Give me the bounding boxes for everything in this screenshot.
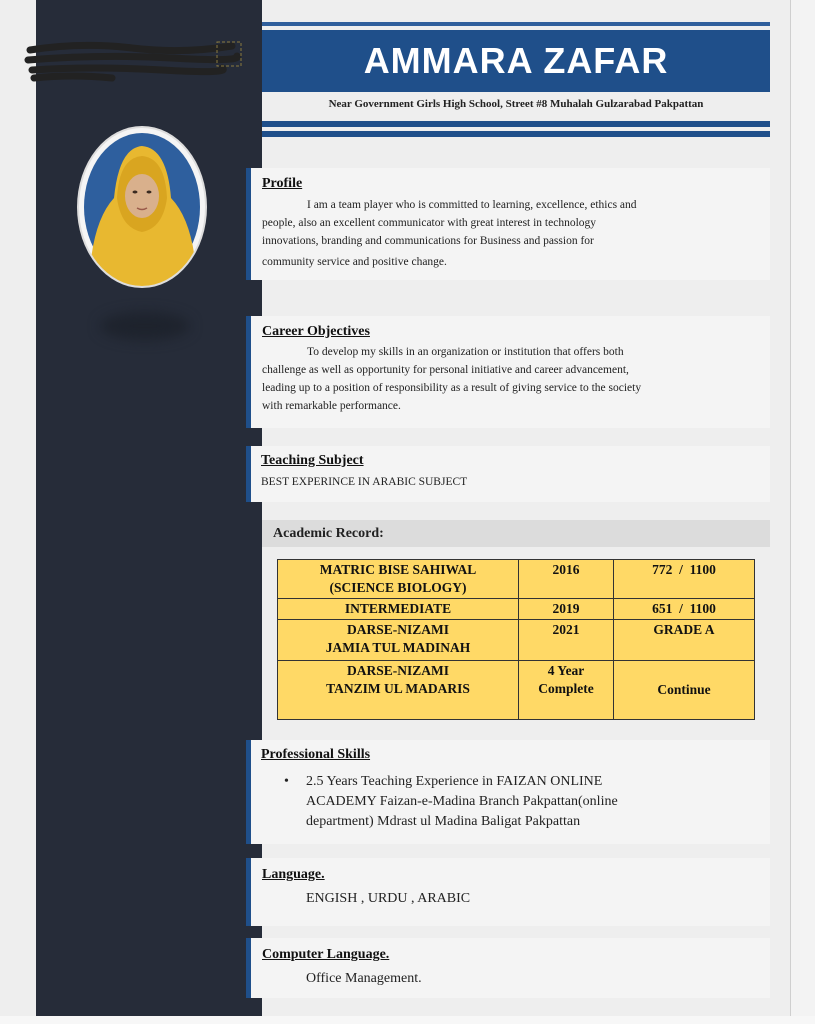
section-accent-bar xyxy=(246,858,251,926)
redaction-scribble xyxy=(22,40,242,86)
profile-photo xyxy=(79,128,205,286)
blur-shadow xyxy=(100,312,190,340)
degree-cell: MATRIC BISE SAHIWAL (SCIENCE BIOLOGY) xyxy=(278,560,519,599)
profile-line: innovations, branding and communications for Business and passion for xyxy=(262,235,594,247)
year-cell: 2019 xyxy=(519,599,614,620)
profile-line: people, also an excellent communicator with great interest in technology xyxy=(262,217,597,229)
year-cell: 2021 xyxy=(519,620,614,661)
result-cell: Continue xyxy=(614,661,755,720)
section-accent-bar xyxy=(246,316,251,428)
list-item xyxy=(306,772,706,832)
computer-section xyxy=(246,938,770,998)
teaching-heading: Teaching Subject xyxy=(261,453,364,468)
table-row xyxy=(278,560,755,599)
language-text: ENGISH , URDU , ARABIC xyxy=(306,891,471,906)
page-right-border xyxy=(790,0,815,1024)
year-cell: 2016 xyxy=(519,560,614,599)
skill-line: ACADEMY Faizan-e-Madina Branch Pakpattan(online xyxy=(306,794,618,809)
section-accent-bar xyxy=(246,168,251,280)
profile-line: community service and positive change. xyxy=(262,256,447,268)
result-cell: 772 / 1100 xyxy=(614,560,755,599)
degree-cell: DARSE-NIZAMI TANZIM UL MADARIS xyxy=(278,661,519,720)
profile-text xyxy=(262,196,762,271)
page-bottom-strip xyxy=(0,1016,815,1024)
year-cell: 4 Year Complete xyxy=(519,661,614,720)
degree-cell: DARSE-NIZAMI JAMIA TUL MADINAH xyxy=(278,620,519,661)
profile-heading: Profile xyxy=(262,176,303,191)
career-line: leading up to a position of responsibility as a result of giving service to the society xyxy=(262,382,642,394)
degree-cell: INTERMEDIATE xyxy=(278,599,519,620)
language-section xyxy=(246,858,770,926)
computer-text: Office Management. xyxy=(306,971,422,986)
skill-line: department) Mdrast ul Madina Baligat Pakpattan xyxy=(306,814,581,829)
section-accent-bar xyxy=(246,740,251,844)
language-heading: Language. xyxy=(262,867,325,882)
teaching-text: BEST EXPERINCE IN ARABIC SUBJECT xyxy=(261,476,468,488)
header-bottom-line-1 xyxy=(262,121,770,127)
header-top-line xyxy=(262,22,770,26)
skill-line: 2.5 Years Teaching Experience in FAIZAN ONLINE xyxy=(306,774,603,789)
academic-table xyxy=(277,559,755,720)
career-text xyxy=(262,343,767,415)
address: Near Government Girls High School, Street #8 Muhalah Gulzarabad Pakpattan xyxy=(328,98,704,110)
career-heading: Career Objectives xyxy=(262,324,370,339)
table-row xyxy=(278,620,755,661)
academic-heading: Academic Record: xyxy=(262,520,770,547)
career-section xyxy=(246,316,770,428)
result-cell: GRADE A xyxy=(614,620,755,661)
table-row xyxy=(278,661,755,720)
profile-section xyxy=(246,168,770,280)
profile-line: I am a team player who is committed to learning, excellence, ethics and xyxy=(307,199,637,211)
section-accent-bar xyxy=(246,446,251,502)
skills-heading: Professional Skills xyxy=(261,747,371,762)
header-bottom-line-2 xyxy=(262,131,770,137)
teaching-section xyxy=(246,446,770,502)
computer-heading: Computer Language. xyxy=(262,947,390,962)
career-line: challenge as well as opportunity for personal initiative and career advancement, xyxy=(262,364,629,376)
section-accent-bar xyxy=(246,938,251,998)
result-cell: 651 / 1100 xyxy=(614,599,755,620)
candidate-name: AMMARA ZAFAR xyxy=(363,40,669,81)
career-line: with remarkable performance. xyxy=(262,400,401,412)
table-row xyxy=(278,599,755,620)
career-line: To develop my skills in an organization or institution that offers both xyxy=(307,346,624,358)
bullet-icon: • xyxy=(284,774,289,789)
